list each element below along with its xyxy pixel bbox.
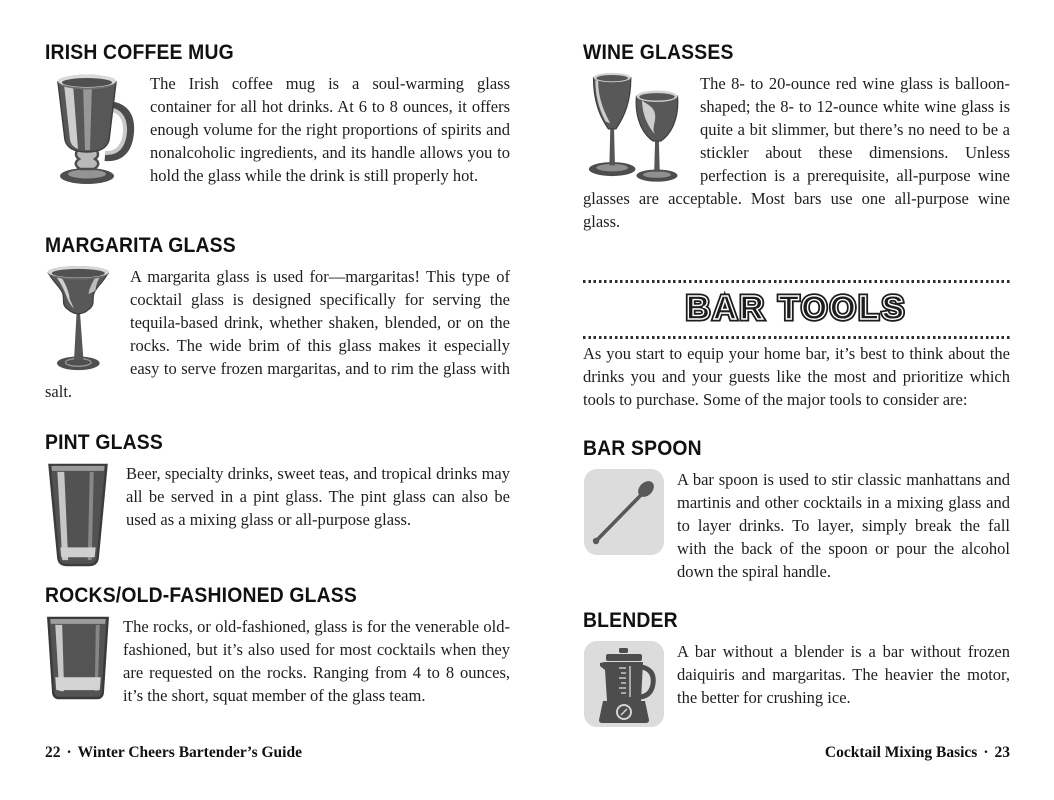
section-paragraph (45, 72, 510, 187)
right-page-footer (825, 744, 1010, 762)
section-irish-coffee-mug (45, 40, 510, 187)
section-body-text: The 8- to 20-ounce red wine glass is balloon-shaped; the 8- to 12-ounce white wine glass is quite a bit slimmer, but there’s no need to be a stickler about these dimensions. Unless perfection is a prerequisite, all-purpose wine glasses are acceptable. Most bars use one all-purpose wine glass. (583, 74, 1010, 231)
section-heading: PINT GLASS (45, 430, 163, 454)
banner-title-wrap (583, 283, 1010, 336)
section-margarita-glass (45, 233, 510, 403)
section-rocks-glass (45, 583, 510, 707)
section-heading: ROCKS/OLD-FASHIONED GLASS (45, 583, 357, 607)
book-title: Winter Cheers Bartender’s Guide (77, 744, 302, 761)
right-page (583, 0, 1010, 800)
section-body-text: A bar without a blender is a bar without frozen daiquiris and margaritas. The heavier the motor, the better for crushing ice. (677, 642, 1010, 707)
rocks-glass-illustration (45, 615, 111, 700)
section-paragraph (583, 640, 1010, 728)
section-heading: BAR SPOON (583, 436, 702, 460)
section-pint-glass (45, 430, 510, 570)
section-bar-spoon (583, 436, 1010, 583)
section-wine-glasses (583, 40, 1010, 233)
section-paragraph (583, 72, 1010, 233)
wine-glasses-illustration (583, 72, 688, 184)
section-paragraph (583, 468, 1010, 583)
bar-tools-intro: As you start to equip your home bar, it’s best to think about the drinks you and your guests like the most and prioritize which tools to purchase. Some of the major tools to consider are: (583, 344, 1010, 409)
section-heading: WINE GLASSES (583, 40, 734, 64)
section-paragraph (45, 265, 510, 403)
footer-separator: · (66, 744, 72, 761)
chapter-title: Cocktail Mixing Basics (824, 744, 978, 761)
margarita-glass-illustration (45, 265, 115, 377)
blender-icon (583, 640, 665, 728)
banner-title: BAR TOOLS BAR TOOLS (686, 289, 907, 327)
page-number: 22 (45, 744, 61, 761)
section-paragraph (45, 462, 510, 570)
section-body-text: A margarita glass is used for—margaritas! This type of cocktail glass is designed specifically for serving the tequila-based drink, whether shaken, blended, or on the rocks. The wide brim of this glass makes it especially easy to serve frozen margaritas, and to rim the glass with salt. (45, 267, 510, 401)
section-body-text: Beer, specialty drinks, sweet teas, and tropical drinks may all be served in a pint glass. The pint glass can also be used as a mixing glass or all-purpose glass. (126, 464, 510, 529)
section-heading: MARGARITA GLASS (45, 233, 236, 257)
section-body-text: The Irish coffee mug is a soul-warming glass container for all hot drinks. At 6 to 8 ounces, it offers enough volume for the right proportions of spirits and nonalcoholic ingredients, and its handle allows you to hold the glass while the drink is still properly hot. (150, 74, 510, 185)
left-page-footer (45, 744, 302, 762)
bar-tools-banner (583, 280, 1010, 339)
left-page (45, 0, 510, 800)
irish-coffee-mug-illustration (45, 72, 135, 185)
section-paragraph (45, 615, 510, 707)
section-blender (583, 608, 1010, 728)
section-body-text: A bar spoon is used to stir classic manhattans and martinis and other cocktails in a mixing glass and to layer drinks. To layer, simply break the fall with the back of the spoon or pour the alcohol down the spiral handle. (677, 470, 1010, 581)
section-heading: BLENDER (583, 608, 678, 632)
bar-spoon-icon (583, 468, 665, 556)
section-body-text: The rocks, or old-fashioned, glass is for the venerable old-fashioned, but it’s also used for most cocktails when they are requested on the rocks. Ranging from 4 to 8 ounces, it’s the short, squat member of the glass team. (123, 617, 510, 705)
section-heading: IRISH COFFEE MUG (45, 40, 234, 64)
footer-separator: · (983, 744, 989, 761)
page-number: 23 (994, 744, 1010, 761)
pint-glass-illustration (45, 462, 111, 568)
dotted-rule-bottom (583, 336, 1010, 339)
